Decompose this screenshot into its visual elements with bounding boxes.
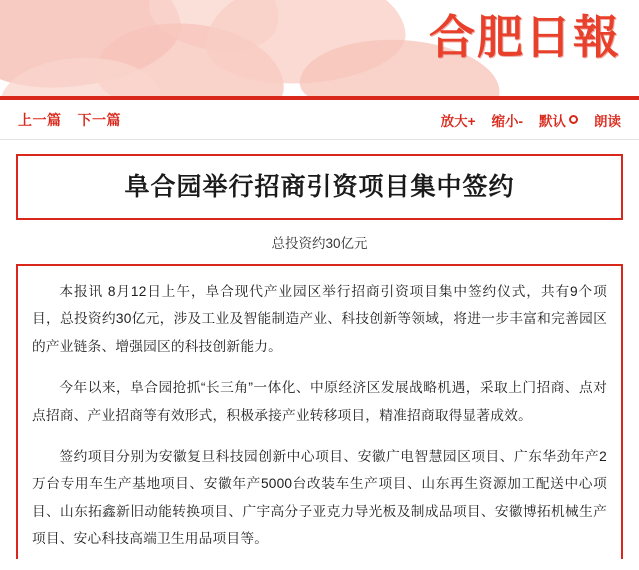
read-aloud-button[interactable]: 朗读 (594, 113, 621, 129)
zoom-in-button[interactable]: 放大+ (440, 113, 476, 129)
next-article-link[interactable]: 下一篇 (77, 111, 121, 128)
article-body (0, 154, 639, 559)
page-title: 阜合园举行招商引资项目集中签约 (124, 172, 515, 201)
default-size-button[interactable] (539, 110, 578, 130)
headline-container (16, 154, 623, 220)
article-toolbar (0, 100, 639, 140)
article-paragraph: 本报讯 8月12日上午，阜合现代产业园区举行招商引资项目集中签约仪式，共有9个项目，总投资约30亿元，涉及工业及智能制造产业、科技创新等领域，将进一步丰富和完善园区的产业链条、增强园区的科技创新能力。 (32, 284, 607, 354)
article-subheadline: 总投资约30亿元 (271, 236, 368, 251)
article-text-container (16, 264, 623, 559)
zoom-out-button[interactable]: 缩小- (491, 113, 523, 129)
previous-article-link[interactable]: 上一篇 (18, 111, 62, 128)
article-paragraph: 签约项目分别为安徽复旦科技园创新中心项目、安徽广电智慧园区项目、广东华劲年产2万台专用车生产基地项目、安徽年产5000台改装车生产项目、山东再生资源加工配送中心项目、山东拓鑫新旧动能转换项目、广宇高分子亚克力导光板及制成品项目、安徽博拓机械生产项目、安心科技高端卫生用品项目等。 (32, 449, 607, 547)
article-navigation (18, 110, 121, 130)
default-size-label: 默认 (539, 113, 566, 129)
circle-dot-icon (569, 115, 578, 124)
newspaper-title: 合肥日報 (429, 10, 621, 64)
article-paragraph: 今年以来，阜合园抢抓“长三角”一体化、中原经济区发展战略机遇，采取上门招商、点对点招商、产业招商等有效形式，积极承接产业转移项目，精准招商取得显著成效。 (32, 380, 607, 423)
article-view-controls (441, 110, 621, 130)
masthead (0, 0, 639, 96)
